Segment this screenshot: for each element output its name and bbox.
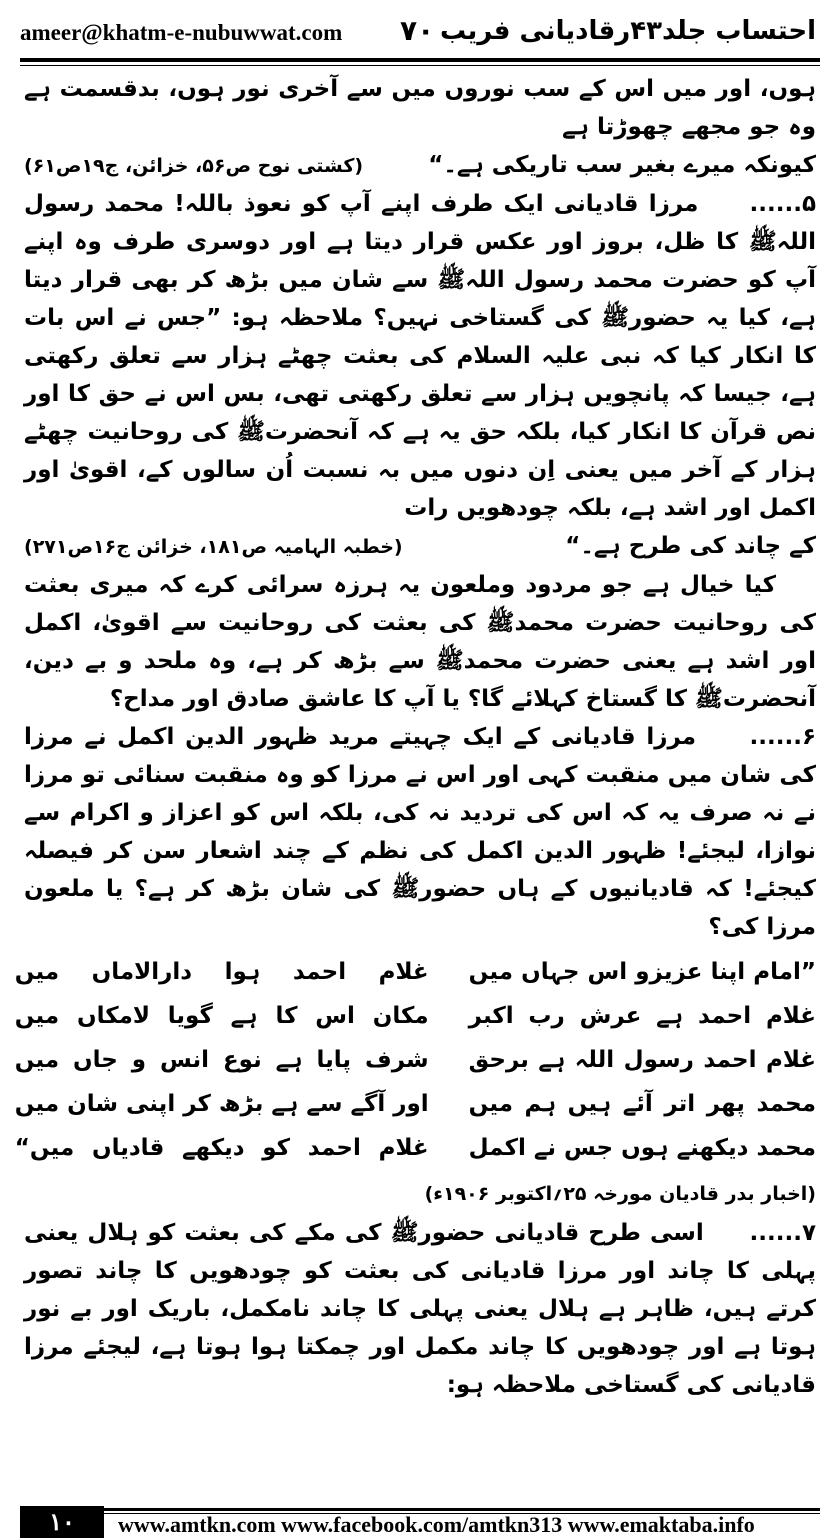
paragraph-1-end: [24, 146, 816, 185]
paragraph-7: [24, 1214, 816, 1404]
poem-verse: مکان اس کا ہے گویا لامکاں میں: [14, 1003, 429, 1029]
citation-2: (خطبہ الہامیہ ص۱۸۱، خزائن ج۱۶ص۲۷۱): [24, 536, 403, 558]
poem-verse: غلام احمد رسول اللہ ہے برحق: [468, 1047, 816, 1073]
poem-verse: غلام احمد ہے عرش رب اکبر: [468, 1003, 816, 1029]
citation-1: (کشتی نوح ص۵۶، خزائن، ج۱۹ص۶۱): [24, 155, 364, 177]
header-page-number: ۷۰: [400, 14, 435, 47]
paragraph-5b: کیا خیال ہے جو مردود وملعون یہ ہرزہ سرائی کرے کہ میری بعثت کی روحانیت حضرت محمدﷺ کی بعثت کی روحانیت سے اقویٰ، اکمل اور اشد ہے یعنی حضرت محمدﷺ سے بڑھ کر ہے، وہ ملحد و بے دین، آنحضرتﷺ کا گستاخ کہلائے گا؟ یا آپ کا عاشق صادق اور مداح؟: [24, 572, 816, 712]
poem-verse: شرف پایا ہے نوع انس و جاں میں: [14, 1047, 429, 1073]
footer-page-number: ۱۰: [20, 1506, 104, 1538]
poem-verse: اور آگے سے ہے بڑھ کر اپنی شان میں: [14, 1091, 429, 1117]
paragraph-5-last-line: کے چاند کی طرح ہے۔“: [565, 533, 816, 559]
poem-left-column: [15, 950, 429, 1170]
poem-verse: محمد پھر اتر آئے ہیں ہم میں: [468, 1091, 816, 1117]
page-header: [0, 0, 840, 64]
item-number-5: ۵......: [749, 191, 816, 217]
header-rule-thin: [20, 65, 820, 66]
poem-citation: (اخبار بدر قادیان مورخہ ۲۵؍اکتوبر ۱۹۰۶ء): [424, 1183, 816, 1205]
header-rule-thick: [20, 58, 820, 62]
poem-verse: محمد دیکھنے ہوں جس نے اکمل: [468, 1135, 816, 1161]
poem-right-column: [469, 950, 816, 1170]
header-email: ameer@khatm-e-nubuwwat.com: [20, 20, 343, 45]
item-number-6: ۶......: [749, 724, 816, 750]
main-text: [14, 70, 816, 1404]
poem: [14, 950, 816, 1170]
footer-urls[interactable]: www.amtkn.com www.facebook.com/amtkn313 www.emaktaba.info: [118, 1512, 755, 1537]
paragraph-5: [24, 185, 816, 527]
paragraph-5-text: مرزا قادیانی ایک طرف اپنے آپ کو نعوذ باللہ! محمد رسول اللہﷺ کا ظل، بروز اور عکس قرار دیتا ہے اور دوسری طرف وہ اپنے آپ کو حضرت محمد رسول اللہﷺ سے شان میں بڑھ کر بھی قرار دیتا ہے، کیا یہ حضورﷺ کی گستاخی نہیں؟ ملاحظہ ہو: ”جس نے اس بات کا انکار کیا کہ نبی علیہ السلام کی بعثت چھٹے ہزار سے تعلق رکھتی ہے، جیسا کہ پانچویں ہزار سے تعلق رکھتی تھی، بس اس نے حق کا اور نص قرآن کا انکار کیا، بلکہ حق یہ ہے کہ آنحضرتﷺ کی روحانیت چھٹے ہزار کے آخر میں یعنی اِن دنوں میں بہ نسبت اُن سالوں کے، اقویٰ اور اکمل اور اشد ہے، بلکہ چودھویں رات: [24, 191, 816, 521]
paragraph-5-end: [24, 527, 816, 566]
item-number-7: ۷......: [749, 1220, 816, 1246]
page-footer: [0, 1502, 840, 1540]
poem-verse: غلام احمد ہوا دارالاماں میں: [14, 959, 429, 985]
paragraph-6: [24, 718, 816, 946]
paragraph-1-line-2: کیونکہ میرے بغیر سب تاریکی ہے۔“: [428, 152, 816, 178]
poem-verse: غلام احمد کو دیکھے قادیاں میں“: [14, 1135, 429, 1161]
footer-rule-thick: [104, 1508, 820, 1511]
paragraph-1-line-1: ہوں، اور میں اس کے سب نوروں میں سے آخری نور ہوں، بدقسمت ہے وہ جو مجھے چھوڑتا ہے: [24, 76, 816, 140]
paragraph-7-text: اسی طرح قادیانی حضورﷺ کی مکے کی بعثت کو ہلال یعنی پہلی کا چاند اور مرزا قادیانی کی بعثت کو چودھویں کا چاند تصور کرتے ہیں، ظاہر ہے ہلال یعنی پہلی کا چاند نامکمل، باریک اور بے نور ہوتا ہے اور چودھویں کا چاند مکمل اور چمکتا ہوا ہوتا ہے، لیجئے مرزا قادیانی کی گستاخی ملاحظہ ہو:: [24, 1220, 816, 1398]
header-title: احتساب جلد۴۳رقادیانی فریب: [439, 16, 816, 46]
poem-verse: ”امام اپنا عزیزو اس جہاں میں: [468, 959, 816, 985]
paragraph-6-text: مرزا قادیانی کے ایک چہیتے مرید ظہور الدین اکمل نے مرزا کی شان میں منقبت کہی اور اس نے مرزا کو وہ منقبت سنائی تو مرزا نے نہ صرف یہ کہ اس کی تردید نہ کی، بلکہ اس کو اعزاز و اکرام سے نوازا، لیجئے! ظہور الدین اکمل کی نظم کے چند اشعار سن کر فیصلہ کیجئے! کہ قادیانیوں کے ہاں حضورﷺ کی شان بڑھ کر ہے؟ یا ملعون مرزا کی؟: [24, 724, 816, 940]
